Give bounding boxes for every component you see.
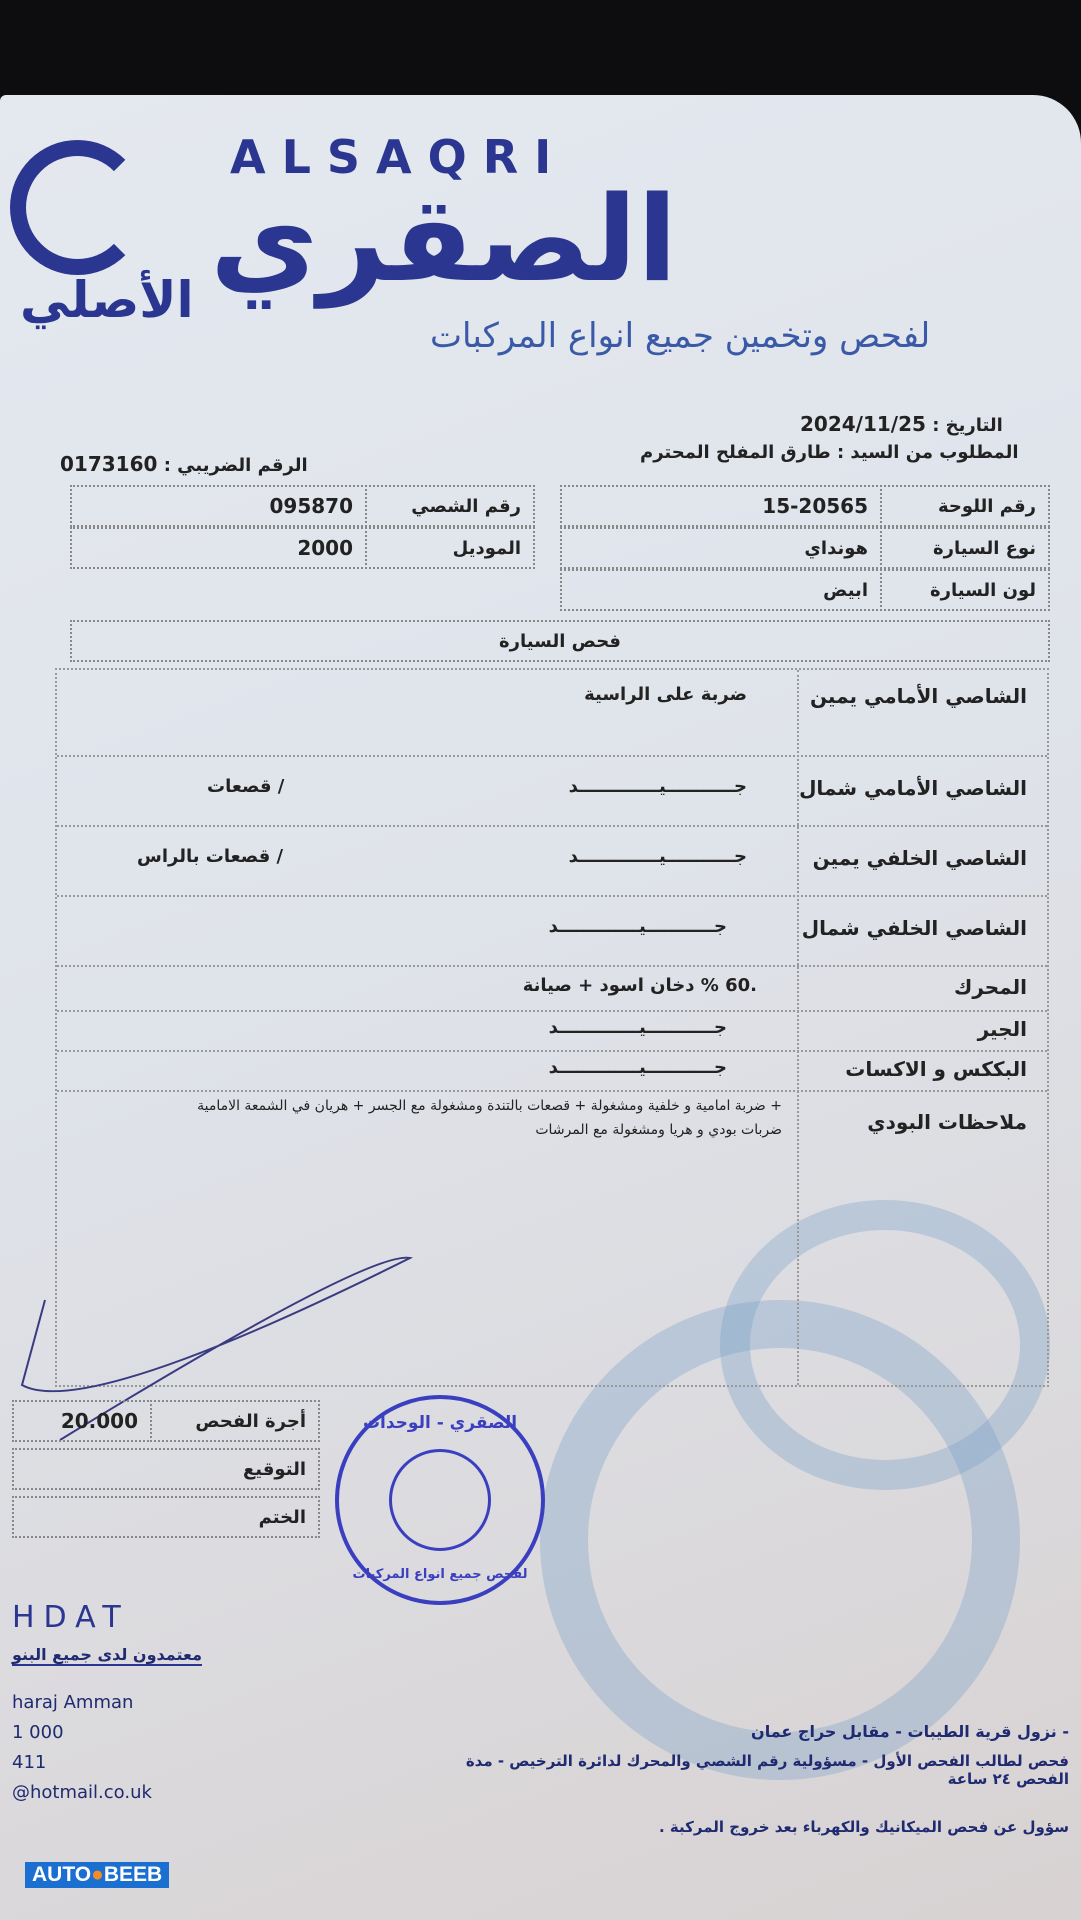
body-notes-label: ملاحظات البودي (867, 1110, 1027, 1134)
footer-line1: - نزول قرية الطيبات - مقابل حراج عمان (751, 1722, 1069, 1741)
brand-arabic: الصقري (210, 170, 678, 308)
stamp-top-text: الصقري - الوحدات (362, 1413, 518, 1433)
wheel-icon: ● (91, 1863, 104, 1886)
body-notes-line2: ضربات بودي و هريا ومشغولة مع المرشات (535, 1122, 782, 1138)
row-value: ضربة على الراسية (584, 684, 747, 705)
row-note: / قصعات (207, 776, 285, 797)
watermark-beeb: BEEB (103, 1863, 163, 1886)
plate-label: رقم اللوحة (880, 485, 1050, 527)
date-value: 2024/11/25 (800, 412, 926, 436)
date-row (800, 412, 1003, 436)
body-notes-line1: + ضربة امامية و خلفية ومشغولة + قصعات بالتندة ومشغولة مع الجسر + هريان في الشمعة الامامية (197, 1098, 782, 1114)
tagline: لفحص وتخمين جميع انواع المركبات (430, 316, 931, 356)
model-label: الموديل (365, 527, 535, 569)
company-stamp (335, 1395, 545, 1605)
tax-value: 0173160 (60, 452, 158, 476)
stamp-label: الختم (12, 1496, 320, 1538)
phone2: 411 (12, 1752, 47, 1773)
color-value: ابيض (560, 569, 882, 611)
brand-suffix: الأصلي (20, 271, 194, 329)
plate-value: 15-20565 (560, 485, 882, 527)
row-value: جـــــــــــيـــــــــــــد (568, 846, 747, 867)
stamp-bottom-text: لفحص جميع انواع المركبات (352, 1567, 528, 1582)
accredited-text: معتمدون لدى جميع البنو (12, 1645, 202, 1664)
row-value: جـــــــــــيـــــــــــــد (548, 1017, 727, 1038)
row-label: الشاصي الخلفي شمال (801, 916, 1027, 940)
row-value: جـــــــــــيـــــــــــــد (548, 1057, 727, 1078)
row-label: البككس و الاكسات (845, 1057, 1027, 1081)
color-label: لون السيارة (880, 569, 1050, 611)
fee-label: أجرة الفحص (150, 1400, 320, 1442)
chassis-value: 095870 (70, 485, 367, 527)
row-label: الشاصي الخلفي يمين (812, 846, 1027, 870)
fee-value: 20.000 (12, 1400, 152, 1442)
brand-latin: ALSAQRI (230, 130, 568, 184)
type-label: نوع السيارة (880, 527, 1050, 569)
row-value: جـــــــــــيـــــــــــــد (548, 916, 727, 937)
side-brand: HDAT (12, 1600, 130, 1635)
signature-label: التوقيع (12, 1448, 320, 1490)
phone1: 1 000 (12, 1722, 64, 1743)
footer-line3: سؤول عن فحص الميكانيك والكهرباء بعد خروج المركبة . (659, 1818, 1069, 1836)
stamp-eagle-icon (389, 1449, 491, 1551)
row-label: المحرك (954, 975, 1027, 999)
customer-value: طارق المفلح المحترم (640, 442, 831, 463)
row-note: / قصعات بالراس (137, 846, 284, 867)
model-value: 2000 (70, 527, 367, 569)
tax-label: الرقم الضريبي : (163, 455, 308, 476)
address: haraj Amman (12, 1692, 134, 1713)
row-label: الشاصي الأمامي شمال (799, 776, 1027, 800)
date-label: التاريخ : (932, 415, 1003, 436)
watermark-auto: AUTO (32, 1863, 92, 1886)
chassis-label: رقم الشصي (365, 485, 535, 527)
customer-row (640, 442, 1019, 463)
row-label: الجير (977, 1017, 1027, 1041)
row-value: .60 % دخان اسود + صيانة (522, 975, 757, 996)
eagle-logo-icon (10, 140, 145, 275)
customer-label: المطلوب من السيد : (836, 442, 1019, 463)
row-value: جـــــــــــيـــــــــــــد (568, 776, 747, 797)
type-value: هونداي (560, 527, 882, 569)
inspection-title: فحص السيارة (70, 620, 1050, 662)
autobeeb-watermark (25, 1862, 169, 1888)
email: @hotmail.co.uk (12, 1782, 152, 1803)
tax-row (60, 452, 308, 476)
footer-line2: فحص لطالب الفحص الأول - مسؤولية رقم الشصي والمحرك لدائرة الترخيص - مدة الفحص ٢٤ ساعة (465, 1752, 1069, 1788)
row-label: الشاصي الأمامي يمين (809, 684, 1027, 708)
